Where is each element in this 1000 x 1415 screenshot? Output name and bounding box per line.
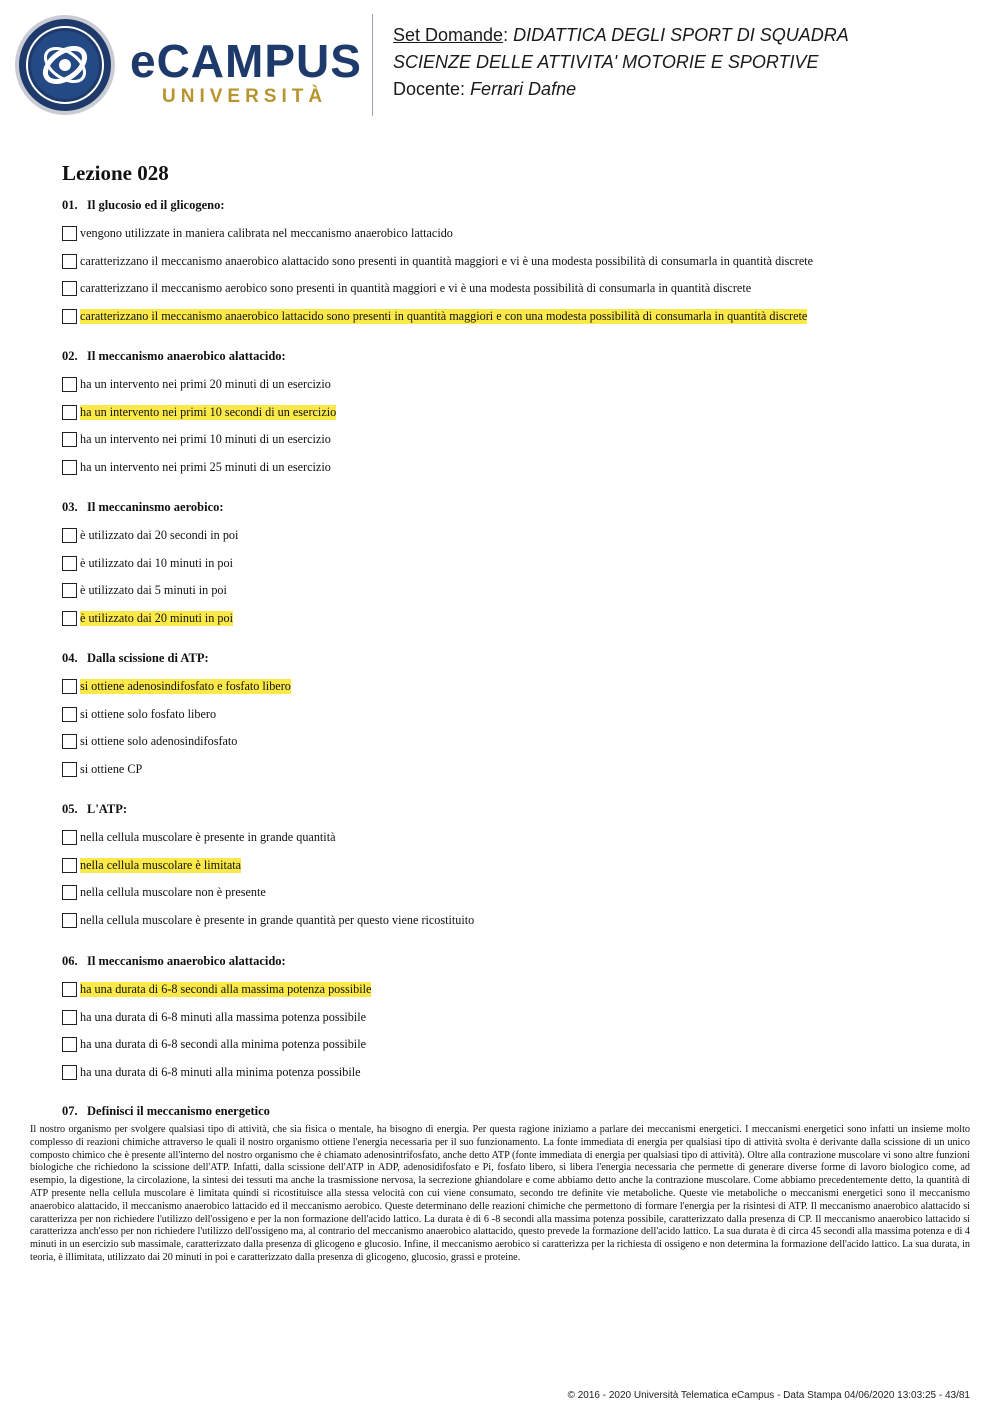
option-checkbox[interactable] bbox=[62, 885, 77, 900]
answer-option[interactable] bbox=[62, 454, 962, 482]
option-checkbox[interactable] bbox=[62, 762, 77, 777]
answer-option[interactable] bbox=[62, 550, 962, 578]
question-number: 01. bbox=[62, 198, 78, 212]
page-header bbox=[0, 0, 1000, 130]
option-text-highlighted: si ottiene adenosindifosfato e fosfato libero bbox=[80, 679, 291, 694]
answer-option[interactable] bbox=[62, 426, 962, 454]
set-label: Set Domande bbox=[393, 25, 504, 45]
option-text: ha una durata di 6-8 secondi alla minima potenza possibile bbox=[80, 1037, 366, 1052]
option-text: ha un intervento nei primi 10 minuti di un esercizio bbox=[80, 432, 331, 447]
answer-option[interactable] bbox=[62, 605, 962, 633]
teacher-name: Ferrari Dafne bbox=[470, 79, 577, 99]
question-text: Il meccanismo anaerobico alattacido: bbox=[87, 954, 286, 968]
answer-option[interactable] bbox=[62, 303, 962, 331]
question-text: Dalla scissione di ATP: bbox=[87, 651, 209, 665]
option-text: ha una durata di 6-8 minuti alla massima potenza possibile bbox=[80, 1009, 366, 1024]
question-number: 06. bbox=[62, 954, 78, 968]
answer-option[interactable] bbox=[62, 673, 962, 701]
option-text: ha un intervento nei primi 25 minuti di un esercizio bbox=[80, 459, 331, 474]
answer-option[interactable] bbox=[62, 701, 962, 729]
option-text: si ottiene solo adenosindifosfato bbox=[80, 734, 238, 749]
question-07-title bbox=[62, 1104, 270, 1119]
option-checkbox[interactable] bbox=[62, 830, 77, 845]
answer-option[interactable] bbox=[62, 248, 962, 276]
answer-option[interactable] bbox=[62, 824, 962, 852]
option-checkbox[interactable] bbox=[62, 309, 77, 324]
option-checkbox[interactable] bbox=[62, 254, 77, 269]
answer-option[interactable] bbox=[62, 976, 962, 1004]
set-title: DIDATTICA DEGLI SPORT DI SQUADRA bbox=[513, 25, 849, 45]
answer-option[interactable] bbox=[62, 879, 962, 907]
answer-option[interactable] bbox=[62, 1031, 962, 1059]
question-number: 07. bbox=[62, 1104, 78, 1118]
option-text: si ottiene solo fosfato libero bbox=[80, 706, 217, 721]
answer-option[interactable] bbox=[62, 577, 962, 605]
option-text: è utilizzato dai 10 minuti in poi bbox=[80, 555, 233, 570]
option-checkbox[interactable] bbox=[62, 1065, 77, 1080]
answer-option[interactable] bbox=[62, 1004, 962, 1032]
lesson-title: Lezione 028 bbox=[62, 161, 169, 185]
answer-option[interactable] bbox=[62, 1059, 962, 1087]
option-checkbox[interactable] bbox=[62, 707, 77, 722]
option-checkbox[interactable] bbox=[62, 858, 77, 873]
question-number: 05. bbox=[62, 802, 78, 816]
question-block bbox=[62, 954, 962, 1086]
question-title bbox=[62, 651, 962, 669]
option-checkbox[interactable] bbox=[62, 734, 77, 749]
answer-option[interactable] bbox=[62, 852, 962, 880]
option-text-highlighted: è utilizzato dai 20 minuti in poi bbox=[80, 610, 233, 625]
option-text: è utilizzato dai 20 secondi in poi bbox=[80, 528, 239, 543]
option-text: nella cellula muscolare non è presente bbox=[80, 885, 266, 900]
option-checkbox[interactable] bbox=[62, 556, 77, 571]
header-divider bbox=[372, 14, 373, 116]
question-text: Il meccanismo anaerobico alattacido: bbox=[87, 349, 286, 363]
option-text: nella cellula muscolare è presente in grande quantità bbox=[80, 830, 336, 845]
set-line: Set Domande: DIDATTICA DEGLI SPORT DI SQUADRA bbox=[393, 25, 849, 45]
answer-option[interactable] bbox=[62, 275, 962, 303]
question-text: Definisci il meccanismo energetico bbox=[87, 1104, 270, 1118]
question-number: 03. bbox=[62, 500, 78, 514]
option-text: vengono utilizzate in maniera calibrata nel meccanismo anaerobico lattacido bbox=[80, 226, 453, 241]
option-checkbox[interactable] bbox=[62, 982, 77, 997]
option-checkbox[interactable] bbox=[62, 377, 77, 392]
page-footer: © 2016 - 2020 Università Telematica eCampus - Data Stampa 04/06/2020 13:03:25 - 43/81 bbox=[567, 1390, 970, 1401]
option-text: caratterizzano il meccanismo aerobico sono presenti in quantità maggiori e vi è una modesta possibilità di consumarla in quantità discrete bbox=[80, 281, 752, 296]
option-checkbox[interactable] bbox=[62, 1037, 77, 1052]
option-checkbox[interactable] bbox=[62, 460, 77, 475]
question-text: Il meccaninsmo aerobico: bbox=[87, 500, 224, 514]
option-text-highlighted: caratterizzano il meccanismo anaerobico lattacido sono presenti in quantità maggiori e con una modesta possibilità di consumarla in quantità discrete bbox=[80, 308, 808, 323]
answer-option[interactable] bbox=[62, 399, 962, 427]
option-checkbox[interactable] bbox=[62, 1010, 77, 1025]
option-text-highlighted: ha un intervento nei primi 10 secondi di un esercizio bbox=[80, 404, 337, 419]
option-checkbox[interactable] bbox=[62, 405, 77, 420]
option-checkbox[interactable] bbox=[62, 611, 77, 626]
option-checkbox[interactable] bbox=[62, 679, 77, 694]
teacher-label: Docente: bbox=[393, 79, 466, 99]
question-block bbox=[62, 802, 962, 934]
option-checkbox[interactable] bbox=[62, 281, 77, 296]
option-text: ha una durata di 6-8 minuti alla minima potenza possibile bbox=[80, 1064, 361, 1079]
question-number: 04. bbox=[62, 651, 78, 665]
option-checkbox[interactable] bbox=[62, 913, 77, 928]
question-block bbox=[62, 349, 962, 481]
option-text: ha un intervento nei primi 20 minuti di un esercizio bbox=[80, 377, 331, 392]
option-text-highlighted: nella cellula muscolare è limitata bbox=[80, 857, 242, 872]
option-text: è utilizzato dai 5 minuti in poi bbox=[80, 583, 227, 598]
question-block bbox=[62, 500, 962, 632]
option-checkbox[interactable] bbox=[62, 583, 77, 598]
question-number: 02. bbox=[62, 349, 78, 363]
question-title bbox=[62, 500, 962, 518]
question-07-answer: Il nostro organismo per svolgere qualsiasi tipo di attività, che sia fisica o mentale, ha bisogno di energia. Per questa ragione iniziamo a parlare dei meccanismi energetici. I meccanismi energetici sono infatti un insieme molto complesso di reazioni chimiche attraverso le quali il nostro organismo ottiene l'energia necessaria per il suo funzionamento. La fonte immediata di energia per qualsiasi tipo di attività svolta è derivante dalla scissione di un unico composto chimico che è presente all'interno del nostro organismo che è chiamato adenosintrifosfato, anche detto ATP (fonte immediata di energia per qualsiasi tipo di attività). Oltre alla contrazione muscolare vi sono altre funzioni biologiche che richiedono la scissione dell'ATP. Infatti, dalla scissione dell'ATP in ADP, adenosidifosfato e Pi, fosfato libero, si libera l'energia necessaria che permette di generare diverse forme di lavoro biologico come, ad esempio, la digestione, la circolazione, la sintesi dei tessuti ma anche la trasmissione nervosa, la secrezione ghiandolare e come abbiamo detto anche la contrazione muscolare. Come abbiamo precedentemente detto, la quantità di ATP presente nella cellula muscolare è limitata quindi si ricostituisce alla stessa velocità con cui viene consumato, secondo tre definite vie metaboliche. Queste vie metaboliche o meccanismi energetici sono il meccanismo anaerobico alattacido, il meccanismo anaerobico lattacido ed il meccanismo aerobico. Queste determinano delle reazioni chimiche che permettono di formare l'energia per la risintesi di ATP. Il meccanismo anaerobico alattacido si caratterizza per non richiedere l'utilizzo dell'ossigeno e per la non formazione dell'acido lattico. La durata è di 6 -8 secondi alla massima potenza possibile, caratterizzato dalla presenza di CP. Il meccanismo anaerobico lattacido si caratterizza anch'esso per non richiedere l'utilizzo dell'ossigeno ma, al contrario del meccanismo anaerobico alattacido, questo prevede la formazione dell'acido lattico. La sua durata è di circa 45 secondi alla massima potenza e di 4 minuti in un esercizio sub massimale, caratterizzato dalla presenza di glicogeno e glucosio. Infine, il meccanismo aerobico si caratterizza per la richiesta di ossigeno e non determina la formazione dell'acido lattico. La sua durata, in teoria, è illimitata, utilizzato dai 20 minuti in poi e caratterizzato dalla presenza di glicogeno, glucosio, grassi e proteine. bbox=[30, 1124, 970, 1263]
question-block bbox=[62, 651, 962, 783]
answer-option[interactable] bbox=[62, 907, 962, 935]
answer-option[interactable] bbox=[62, 522, 962, 550]
header-info bbox=[393, 22, 849, 103]
teacher-line bbox=[393, 76, 849, 103]
option-checkbox[interactable] bbox=[62, 432, 77, 447]
option-checkbox[interactable] bbox=[62, 226, 77, 241]
logo-wordmark-text: eCAMPUS bbox=[130, 35, 362, 87]
option-text: si ottiene CP bbox=[80, 761, 143, 776]
answer-option[interactable] bbox=[62, 728, 962, 756]
ecampus-seal-logo bbox=[14, 14, 116, 116]
answer-option[interactable] bbox=[62, 220, 962, 248]
question-title bbox=[62, 198, 962, 216]
option-text: nella cellula muscolare è presente in grande quantità per questo viene ricostituito bbox=[80, 912, 475, 927]
question-title bbox=[62, 349, 962, 367]
answer-option[interactable] bbox=[62, 756, 962, 784]
option-text: caratterizzano il meccanismo anaerobico alattacido sono presenti in quantità maggiori e vi è una modesta possibilità di consumarla in quantità discrete bbox=[80, 253, 814, 268]
logo-subtitle: UNIVERSITÀ bbox=[162, 86, 328, 107]
ecampus-wordmark bbox=[130, 35, 362, 108]
question-block bbox=[62, 198, 962, 330]
answer-option[interactable] bbox=[62, 371, 962, 399]
course-name: SCIENZE DELLE ATTIVITA' MOTORIE E SPORTIVE bbox=[393, 52, 819, 72]
question-title bbox=[62, 802, 962, 820]
option-text-highlighted: ha una durata di 6-8 secondi alla massima potenza possibile bbox=[80, 982, 372, 997]
question-text: Il glucosio ed il glicogeno: bbox=[87, 198, 225, 212]
option-checkbox[interactable] bbox=[62, 528, 77, 543]
question-title bbox=[62, 954, 962, 972]
question-text: L'ATP: bbox=[87, 802, 128, 816]
